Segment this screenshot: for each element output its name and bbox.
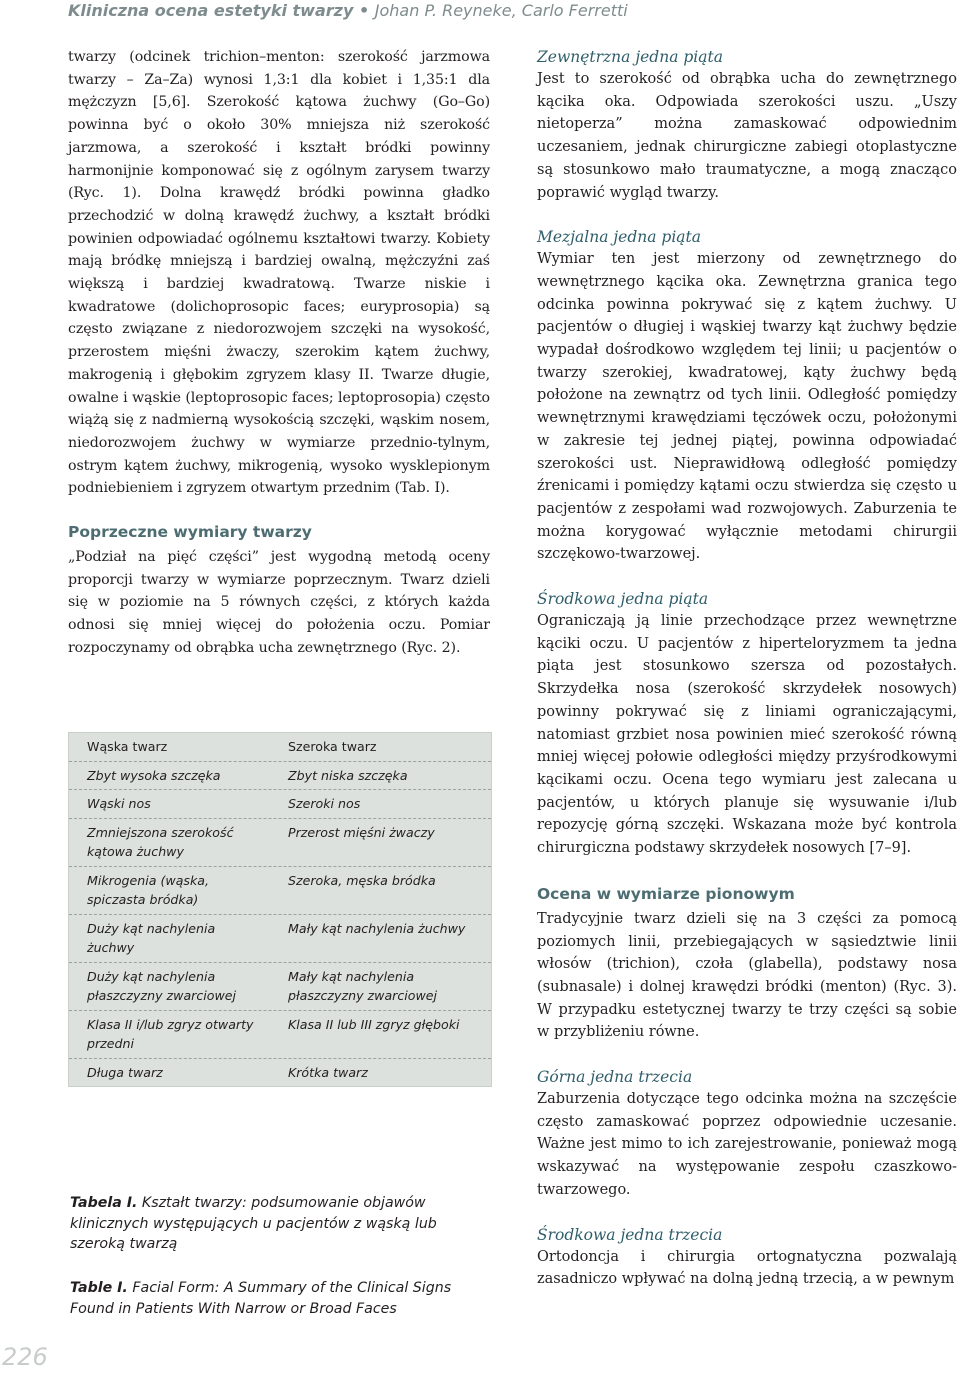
subheading-middle-fifth: Środkowa jedna piąta bbox=[537, 590, 709, 609]
subheading-upper-third: Górna jedna trzecia bbox=[537, 1068, 693, 1087]
table-cell-broad: Przerost mięśni żwaczy bbox=[288, 824, 435, 840]
paragraph-vertical: Tradycyjnie twarz dzieli się na 3 części za pomocą poziomych linii, przebiegających w sąsiedztwie linii włosów (trichion), czoła (glabella), podstawy nosa (subnasale) i dolnej krawędzi bródki (menton) (Ryc. 3). W przypadku estetycznej twarzy te trzy części są sobie w przybliżeniu równe. bbox=[537, 910, 957, 1041]
table-caption-english-label: Table I. bbox=[70, 1280, 128, 1296]
table-cell-broad: Mały kąt nachylenia żuchwy bbox=[288, 920, 466, 936]
left-paragraph-2: „Podział na pięć części” jest wygodną metodą oceny proporcji twarzy w wymiarze poprzecznym. Twarz dzieli się w poziomie na 5 równych części, z których każda odnosi się mniej więcej do położenia oczu. Pomiar rozpoczynamy od obrąbka ucha zewnętrznego (Ryc. 2). bbox=[68, 549, 490, 656]
subheading-mesial-fifth: Mezjalna jedna piąta bbox=[537, 228, 702, 247]
left-column bbox=[68, 46, 490, 660]
running-head-separator: • bbox=[358, 1, 370, 20]
table-caption-polish-text: Kształt twarzy: podsumowanie objawów klinicznych występujących u pacjentów z wąską lub szeroką twarzą bbox=[70, 1195, 437, 1252]
table-cell-broad: Krótka twarz bbox=[288, 1064, 368, 1080]
paragraph-outer-fifth: Jest to szerokość od obrąbka ucha do zewnętrznego kącika oka. Odpowiada szerokości uszu. „Uszy nietoperza” można zamaskować odpowiednim uczesaniem, jednak chirurgiczne zabiegi otoplastyczne są stosunkowo mało traumatyczne, a mogą znacząco poprawić wygląd twarzy. bbox=[537, 71, 957, 201]
section-heading-vertical: Ocena w wymiarze pionowym bbox=[537, 884, 795, 903]
facial-form-table bbox=[68, 732, 492, 1087]
subheading-middle-third: Środkowa jedna trzecia bbox=[537, 1225, 723, 1244]
table-caption-polish bbox=[70, 1193, 470, 1255]
table-row bbox=[69, 790, 491, 819]
running-head bbox=[68, 1, 928, 20]
subheading-outer-fifth: Zewnętrzna jedna piąta bbox=[537, 48, 723, 66]
right-column bbox=[537, 46, 957, 1291]
running-head-authors: Johan P. Reyneke, Carlo Ferretti bbox=[374, 1, 628, 20]
section-heading-transverse: Poprzeczne wymiary twarzy bbox=[68, 523, 312, 542]
page-number: 226 bbox=[2, 1343, 48, 1371]
table-cell-broad: Szeroki nos bbox=[288, 796, 361, 811]
table-row bbox=[69, 1059, 491, 1087]
table-cell-broad: Zbyt niska szczęka bbox=[288, 767, 408, 783]
paragraph-upper-third: Zaburzenia dotyczące tego odcinka można na szczęście często zamaskować poprzez odpowiednie uczesanie. Ważne jest mimo to ich zarejestrowanie, ponieważ mogą wskazywać na występowanie zespołu czaszkowo-twarzowego. bbox=[537, 1091, 957, 1198]
table-row bbox=[69, 915, 491, 963]
table-cell-narrow: Zmniejszona szerokość kątowa żuchwy bbox=[87, 824, 234, 859]
table-row bbox=[69, 867, 491, 915]
table-header-narrow: Wąska twarz bbox=[87, 739, 168, 754]
table-cell-narrow: Klasa II i/lub zgryz otwarty przedni bbox=[87, 1016, 254, 1051]
table-row bbox=[69, 819, 491, 867]
table-cell-narrow: Mikrogenia (wąska, spiczasta bródka) bbox=[87, 872, 209, 907]
left-paragraph-1: twarzy (odcinek trichion–menton: szerokość jarzmowa twarzy – Za–Za) wynosi 1,3:1 dla kobiet i 1,35:1 dla mężczyzn [5,6]. Szerokość kątowa żuchwy (Go–Go) powinna być o około 30% mniejsza niż szerokość jarzmowa, a szerokość i kształt bródki powinny harmonijnie komponować się z ogólnym zarysem twarzy (Ryc. 1). Dolna krawędź bródki powinna gładko przechodzić w dolną krawędź żuchwy, a kształt bródki powinien odpowiadać ogólnemu kształtowi twarzy. Kobiety mają bródkę mniejszą i bardziej owalną, mężczyźni zaś większą i bardziej kwadratową. Twarze niskie i kwadratowe (dolichoprosopic faces; euryprosopia) są często związane z niedorozwojem szczęki na wysokość, przerostem mięśni żwaczy, szerokim kątem żuchwy, makrogenią i głębokim zgryzem klasy II. Twarze długie, owalne i wąskie (leptoprosopic faces; leptoprosopia) często wiążą się z nadmierną wysokością szczęki, wąskim nosem, niedorozwojem żuchwy w wymiarze przednio-tylnym, ostrym kątem żuchwy, mikrogenią, wysoko wysklepionym podniebieniem i zgryzem otwartym przednim (Tab. I). bbox=[68, 49, 490, 497]
table-cell-narrow: Długa twarz bbox=[87, 1064, 163, 1080]
table-cell-broad: Mały kąt nachylenia płaszczyzny zwarciowej bbox=[288, 968, 438, 1003]
table-cell-narrow: Wąski nos bbox=[87, 796, 151, 811]
table-caption-english-text: Facial Form: A Summary of the Clinical Signs Found in Patients With Narrow or Broad Faces bbox=[70, 1280, 452, 1317]
table-cell-narrow: Zbyt wysoka szczęka bbox=[87, 767, 221, 783]
paragraph-middle-fifth: Ograniczają ją linie przechodzące przez wewnętrzne kąciki oczu. U pacjentów z hiperteloryzmem ta jedna piąta jest stosunkowo szersza od pozostałych. Skrzydełka nosa (szerokość skrzydełek nosowych) powinny pokrywać się z liniami ograniczającymi, natomiast grzbiet nosa powinien mieć szerokość równą mniej więcej połowie odległości między przyśrodkowymi kącikami oczu. Ocena tego wymiaru jest zalecana u pacjentów, u których planuje się wysuwanie i/lub repozycję górną szczęki. Wskazana może być kontrola chirurgiczna podstawy skrzydełek nosowych [7–9]. bbox=[537, 613, 957, 857]
table-row bbox=[69, 762, 491, 791]
paragraph-mesial-fifth: Wymiar ten jest mierzony od zewnętrznego do wewnętrznego kącika oka. Zewnętrzna granica tego odcinka powinna pokrywać się z kątem żuchwy. U pacjentów o długiej i wąskiej twarzy kąt żuchwy będzie wypadał dośrodkowo względem tej linii; u pacjentów o twarzy szerokiej, kwadratowej, kąty żuchwy będą położone na zewnątrz od tych linii. Odległość pomiędzy wewnętrznymi krawędziami tęczówek oczu, położonymi w zakresie tej jednej piątej, powinna odpowiadać szerokości ust. Nieprawidłową odległość pomiędzy źrenicami i pomiędzy kątami oczu stwierdza się często u pacjentów z zespołami wad rozwojowych. Zaburzenia te można korygować wyłącznie metodami chirurgii szczękowo-twarzowej. bbox=[537, 251, 957, 563]
table-caption-english bbox=[70, 1278, 470, 1319]
table-row bbox=[69, 1011, 491, 1059]
table-cell-broad: Klasa II lub III zgryz głęboki bbox=[288, 1016, 460, 1032]
table-header-row bbox=[69, 733, 491, 762]
paragraph-middle-third: Ortodoncja i chirurgia ortognatyczna pozwalają zasadniczo wpływać na dolną jedną trzecią, a w pewnym bbox=[537, 1248, 957, 1288]
table-header-broad: Szeroka twarz bbox=[288, 739, 377, 754]
table-row bbox=[69, 963, 491, 1011]
table-caption-polish-label: Tabela I. bbox=[70, 1195, 138, 1211]
table-cell-narrow: Duży kąt nachylenia płaszczyzny zwarciowej bbox=[87, 968, 237, 1003]
table-cell-broad: Szeroka, męska bródka bbox=[288, 872, 436, 888]
table-cell-narrow: Duży kąt nachylenia żuchwy bbox=[87, 920, 216, 955]
running-head-title: Kliniczna ocena estetyki twarzy bbox=[68, 1, 354, 20]
